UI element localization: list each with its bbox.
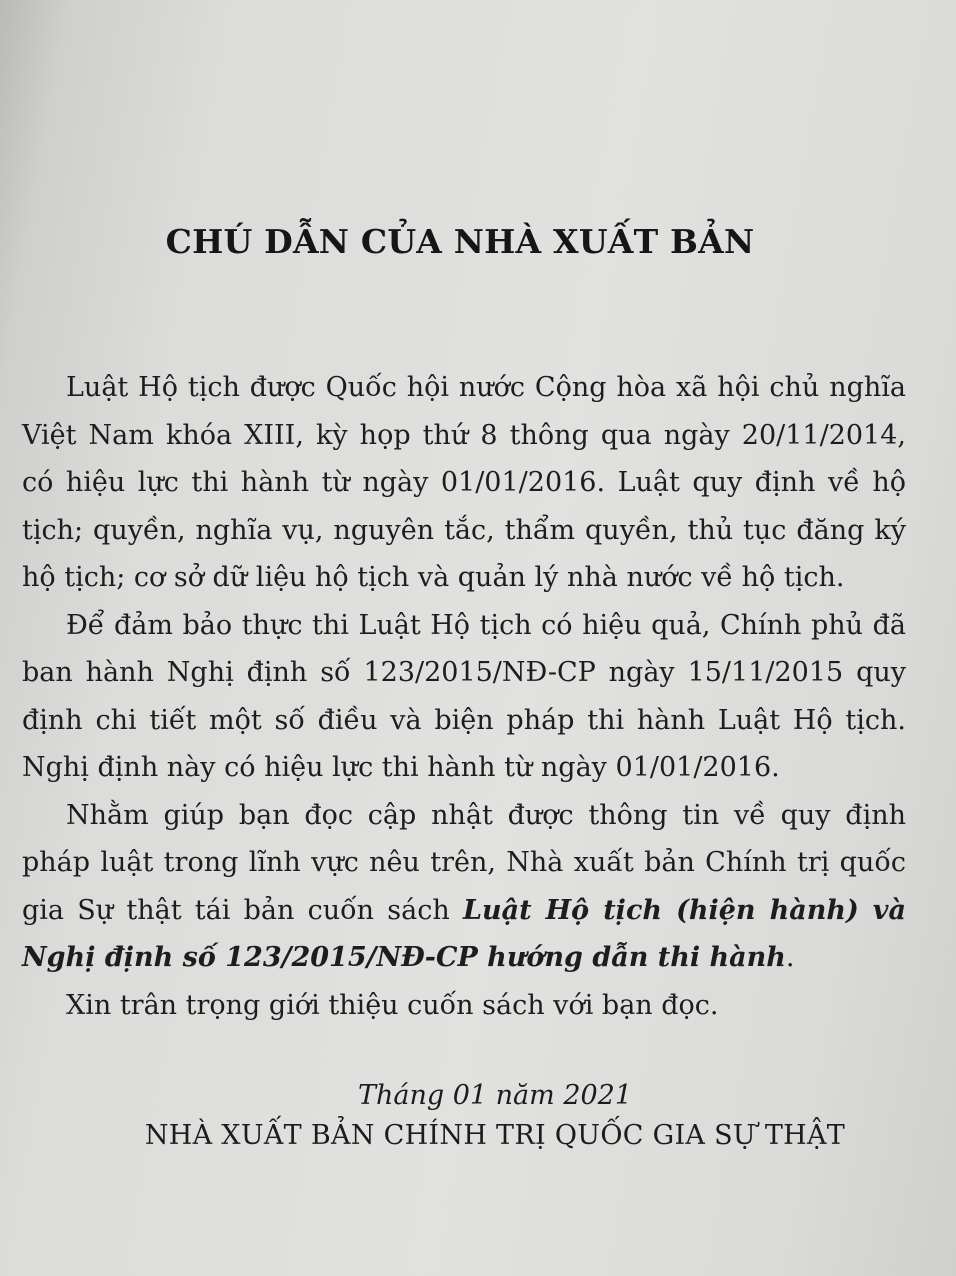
paragraph-3	[22, 792, 906, 982]
paragraph-2: Để đảm bảo thực thi Luật Hộ tịch có hiệu quả, Chính phủ đã ban hành Nghị định số 123/2015/NĐ-CP ngày 15/11/2015 quy định chi tiết một số điều và biện pháp thi hành Luật Hộ tịch. Nghị định này có hiệu lực thi hành từ ngày 01/01/2016.	[22, 609, 906, 783]
date-line: Tháng 01 năm 2021	[357, 1080, 633, 1111]
page-title: CHÚ DẪN CỦA NHÀ XUẤT BẢN	[165, 222, 755, 261]
publisher-line: NHÀ XUẤT BẢN CHÍNH TRỊ QUỐC GIA SỰ THẬT	[144, 1120, 846, 1151]
paragraph-3-end: .	[785, 942, 795, 973]
body-text	[22, 364, 906, 1029]
paragraph-3-start: Nhằm giúp bạn đọc cập nhật được thông tin về quy định pháp luật trong lĩnh vực nêu trên, Nhà xuất bản Chính trị quốc gia Sự thật tái bản cuốn sách	[22, 799, 906, 926]
book-title: Luật Hộ tịch (hiện hành) và Nghị định số 123/2015/NĐ-CP hướng dẫn thi hành	[22, 894, 906, 973]
paragraph-4: Xin trân trọng giới thiệu cuốn sách với bạn đọc.	[66, 989, 719, 1021]
paragraph-1: Luật Hộ tịch được Quốc hội nước Cộng hòa xã hội chủ nghĩa Việt Nam khóa XIII, kỳ họp thứ 8 thông qua ngày 20/11/2014, có hiệu lực thi hành từ ngày 01/01/2016. Luật quy định về hộ tịch; quyền, nghĩa vụ, nguyên tắc, thẩm quyền, thủ tục đăng ký hộ tịch; cơ sở dữ liệu hộ tịch và quản lý nhà nước về hộ tịch.	[22, 372, 906, 593]
